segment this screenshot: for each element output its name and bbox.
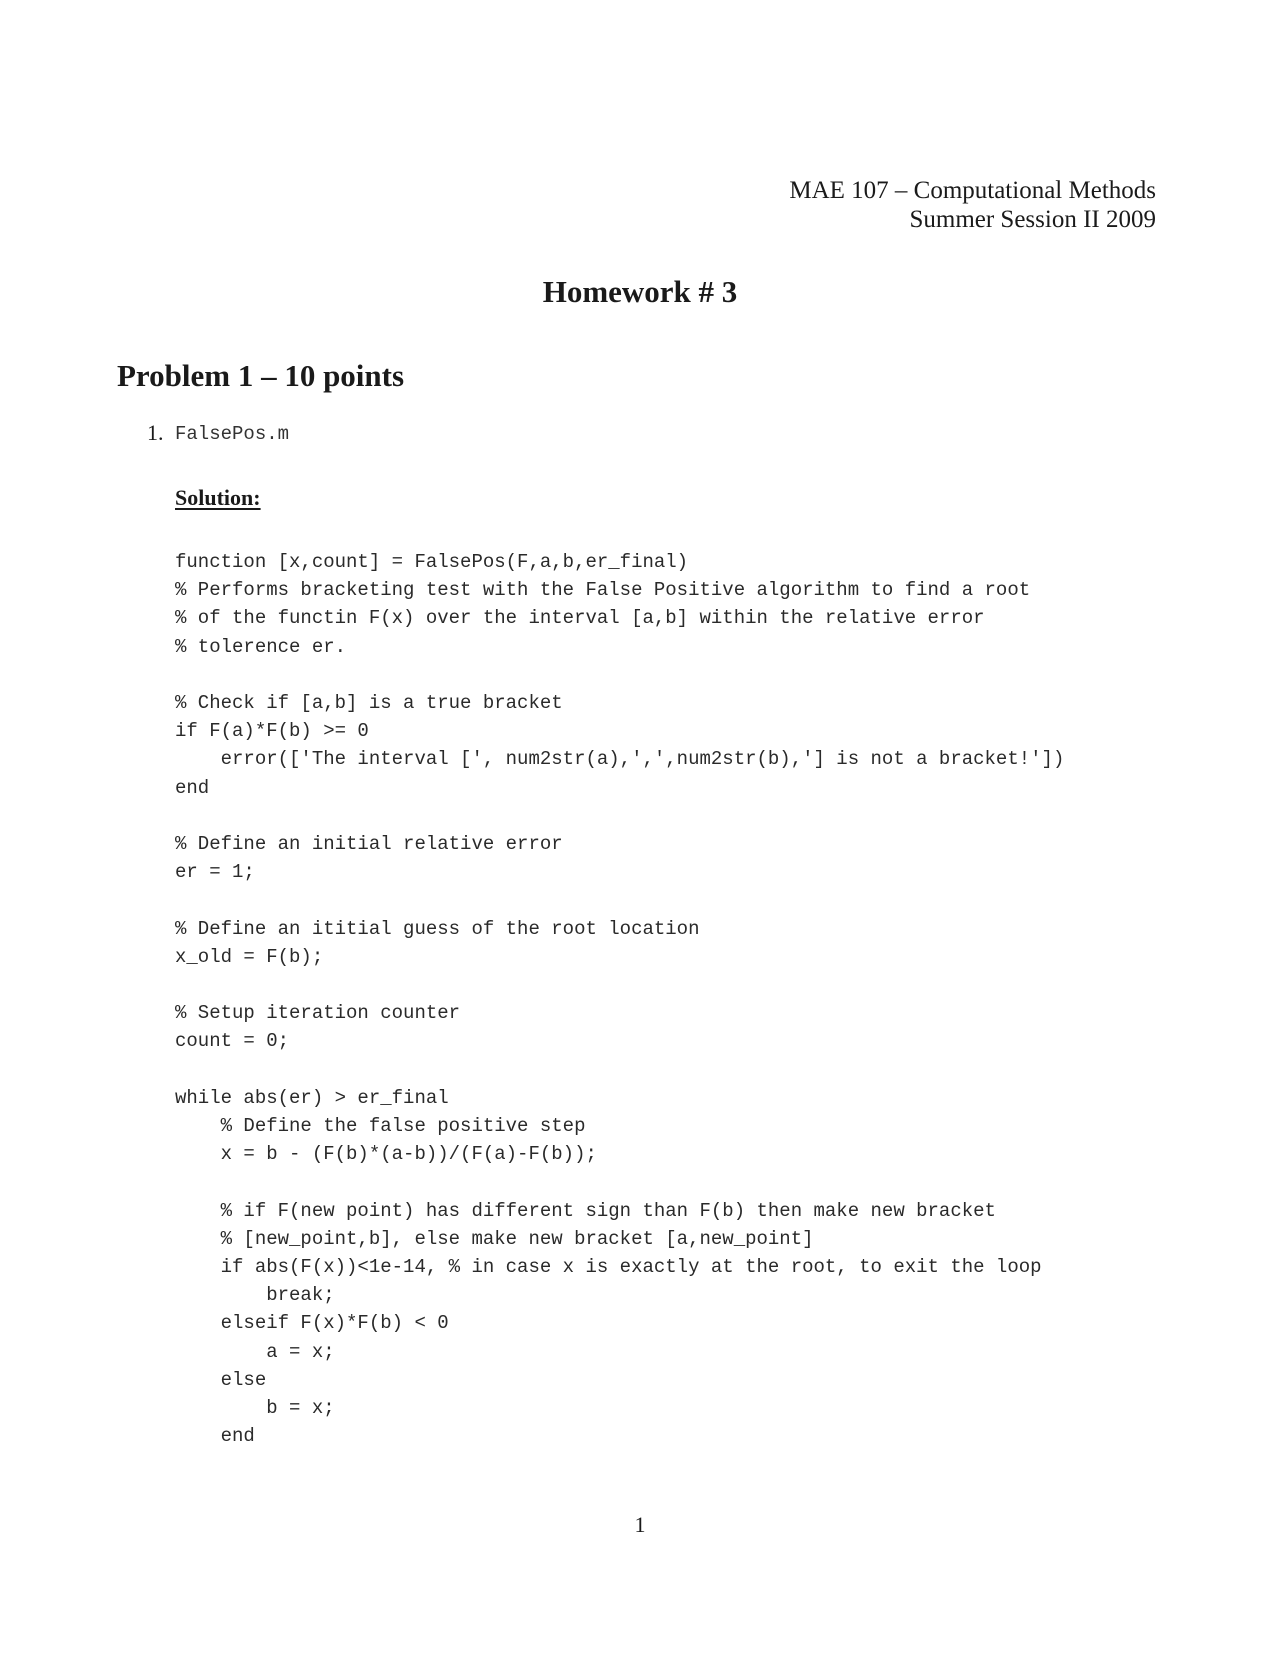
code-line: % Define the false positive step (175, 1114, 586, 1137)
code-line: % Define an initial relative error (175, 833, 563, 855)
session-name: Summer Session II 2009 (909, 206, 1156, 233)
code-line: function [x,count] = FalsePos(F,a,b,er_final) (175, 551, 689, 573)
code-line: end (175, 776, 210, 799)
code-line (175, 661, 1064, 689)
solution-label: Solution: (175, 485, 261, 510)
code-line: a = x; (175, 1340, 335, 1363)
code-line: % Setup iteration counter (175, 1002, 461, 1025)
list-item-filename: FalsePos.m (175, 423, 290, 445)
list-item-number: 1. (147, 420, 164, 445)
code-line: x = b - (F(b)*(a-b))/(F(a)-F(b)); (175, 1143, 597, 1166)
code-line: % Define an ititial guess of the root location (175, 917, 700, 940)
code-line: while abs(er) > er_final (175, 1086, 449, 1109)
code-line: b = x; (175, 1397, 335, 1419)
code-line: % [new_point,b], else make new bracket [a,new_point] (175, 1227, 814, 1250)
code-line: break; (175, 1284, 335, 1307)
code-line: % Performs bracketing test with the False Positive algorithm to find a root (175, 579, 1031, 602)
code-line: % tolerence er. (175, 635, 347, 658)
code-line: else (175, 1368, 267, 1391)
code-line: % of the functin F(x) over the interval [a,b] within the relative error (175, 607, 985, 630)
code-line (175, 802, 1064, 830)
code-line: er = 1; (175, 861, 255, 884)
course-name: MAE 107 – Computational Methods (789, 177, 1156, 204)
code-line: count = 0; (175, 1030, 290, 1053)
code-line (175, 1168, 1064, 1196)
code-line: if F(a)*F(b) >= 0 (175, 720, 369, 743)
code-line: if abs(F(x))<1e-14, % in case x is exactly at the root, to exit the loop (175, 1255, 1042, 1278)
homework-title: Homework # 3 (542, 274, 738, 309)
problem-heading: Problem 1 – 10 points (117, 358, 405, 393)
page-number: 1 (634, 1512, 646, 1537)
code-line: % Check if [a,b] is a true bracket (175, 692, 563, 714)
code-line (175, 1056, 1064, 1084)
code-line (175, 886, 1064, 914)
code-line: x_old = F(b); (175, 945, 324, 968)
code-line: % if F(new point) has different sign than F(b) then make new bracket (175, 1199, 996, 1222)
code-line (175, 971, 1064, 999)
code-line: elseif F(x)*F(b) < 0 (175, 1312, 449, 1335)
course-header (789, 176, 1156, 234)
code-line: end (175, 1425, 255, 1448)
code-listing (175, 548, 1064, 1450)
code-line: error(['The interval [', num2str(a),',',num2str(b),'] is not a bracket!']) (175, 748, 1065, 771)
